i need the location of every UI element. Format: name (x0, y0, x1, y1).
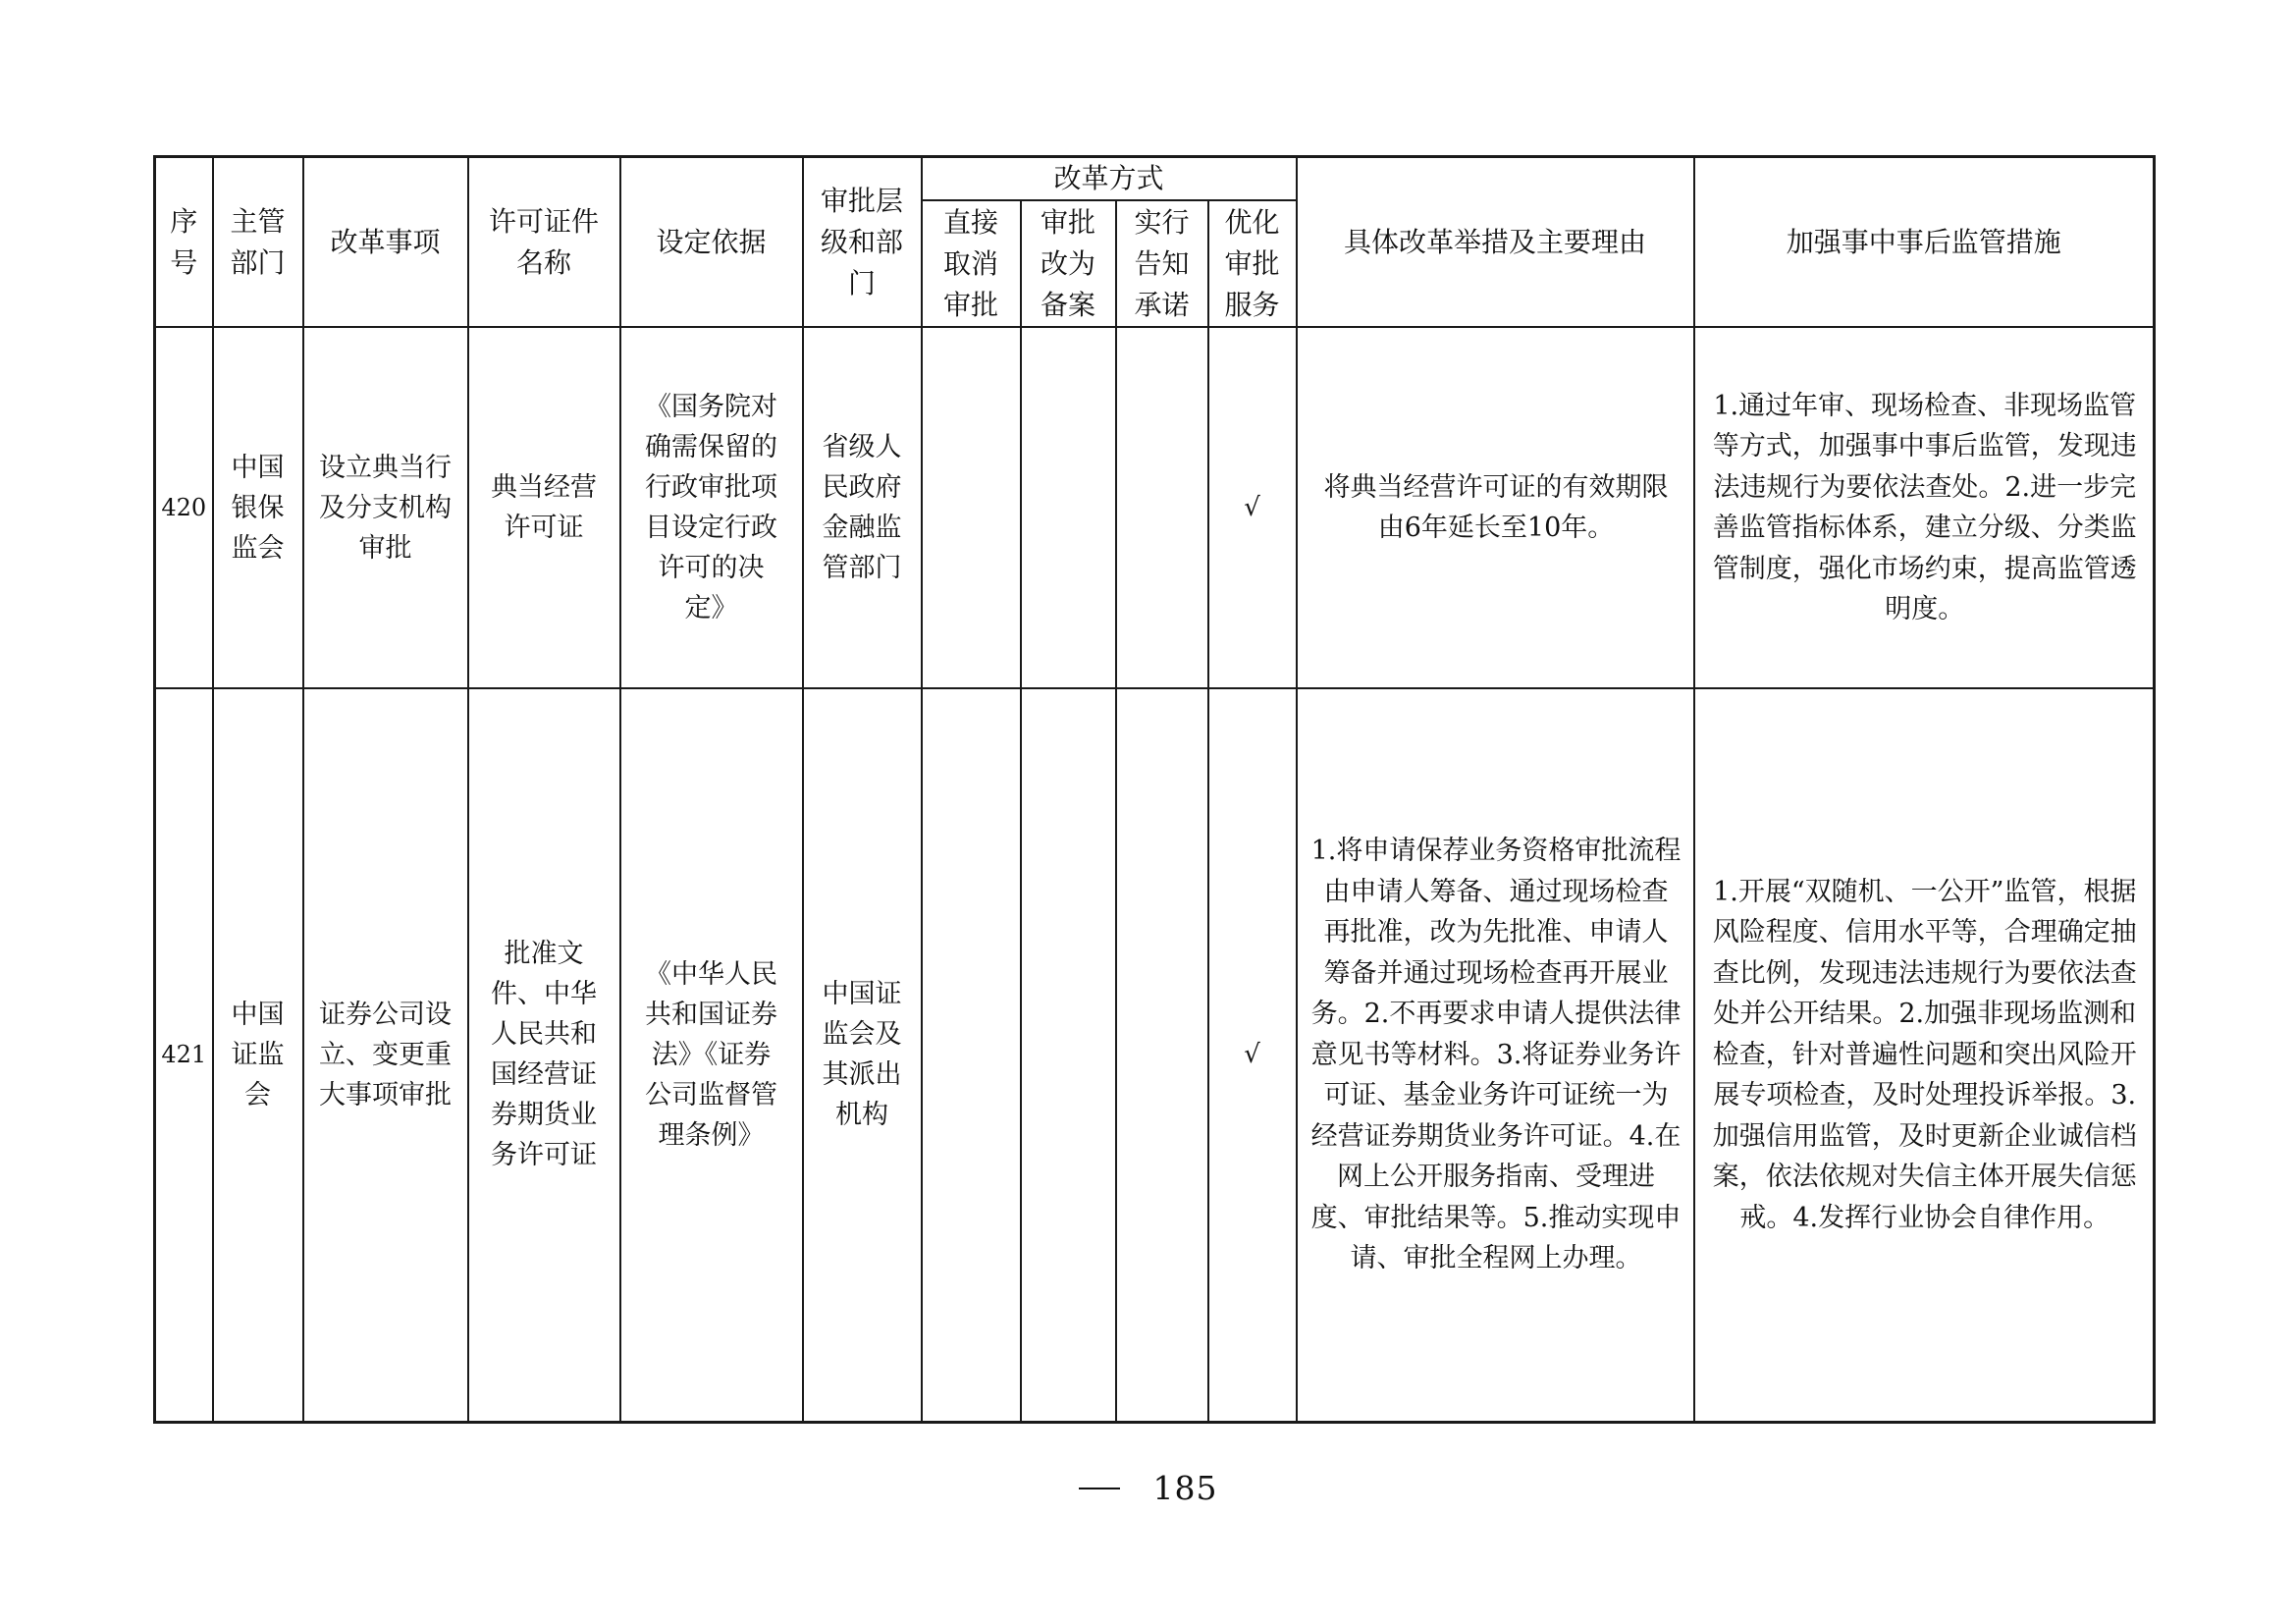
row-measures: 将典当经营许可证的有效期限由6年延长至10年。 (1297, 327, 1694, 688)
row-supervision: 1.通过年审、现场检查、非现场监管等方式，加强事中事后监管，发现违法违规行为要依法查处。2.进一步完善监管指标体系，建立分级、分类监管制度，强化市场约束，提高监管透明度。 (1694, 327, 2155, 688)
table-row (155, 327, 2155, 688)
page-number-value: 185 (1152, 1469, 1218, 1507)
header-mode-group: 改革方式 (922, 157, 1297, 201)
row-mode-optimize: √ (1208, 327, 1297, 688)
row-level: 中国证监会及其派出机构 (803, 688, 922, 1422)
header-mode-record: 审批改为备案 (1021, 200, 1116, 327)
page-number (0, 1469, 2296, 1507)
header-mode-optimize: 优化审批服务 (1208, 200, 1297, 327)
row-supervision: 1.开展“双随机、一公开”监管，根据风险程度、信用水平等，合理确定抽查比例，发现违法违规行为要依法查处并公开结果。2.加强非现场监测和检查，针对普遍性问题和突出风险开展专项检查，及时处理投诉举报。3.加强信用监管，及时更新企业诚信档案，依法依规对失信主体开展失信惩戒。4.发挥行业协会自律作用。 (1694, 688, 2155, 1422)
header-supervision: 加强事中事后监管措施 (1694, 157, 2155, 328)
row-dept: 中国证监会 (213, 688, 303, 1422)
row-license: 典当经营许可证 (468, 327, 620, 688)
row-mode-record (1021, 327, 1116, 688)
reform-table (153, 155, 2156, 1424)
row-mode-cancel (922, 688, 1021, 1422)
row-mode-optimize: √ (1208, 688, 1297, 1422)
row-mode-cancel (922, 327, 1021, 688)
header-license: 许可证件名称 (468, 157, 620, 328)
table-row (155, 688, 2155, 1422)
row-seq: 420 (155, 327, 213, 688)
header-dept: 主管部门 (213, 157, 303, 328)
row-license: 批准文件、中华人民共和国经营证券期货业务许可证 (468, 688, 620, 1422)
header-basis: 设定依据 (620, 157, 803, 328)
header-level: 审批层级和部门 (803, 157, 922, 328)
row-mode-notify (1116, 688, 1208, 1422)
header-seq: 序号 (155, 157, 213, 328)
row-level: 省级人民政府金融监管部门 (803, 327, 922, 688)
header-item: 改革事项 (303, 157, 468, 328)
row-basis: 《中华人民共和国证券法》《证券公司监督管理条例》 (620, 688, 803, 1422)
header-measures: 具体改革举措及主要理由 (1297, 157, 1694, 328)
row-measures: 1.将申请保荐业务资格审批流程由申请人筹备、通过现场检查再批准，改为先批准、申请人筹备并通过现场检查再开展业务。2.不再要求申请人提供法律意见书等材料。3.将证券业务许可证、基金业务许可证统一为经营证券期货业务许可证。4.在网上公开服务指南、受理进度、审批结果等。5.推动实现申请、审批全程网上办理。 (1297, 688, 1694, 1422)
row-mode-record (1021, 688, 1116, 1422)
page-number-dash (1079, 1488, 1120, 1489)
row-dept: 中国银保监会 (213, 327, 303, 688)
row-seq: 421 (155, 688, 213, 1422)
row-mode-notify (1116, 327, 1208, 688)
header-mode-cancel: 直接取消审批 (922, 200, 1021, 327)
row-basis: 《国务院对确需保留的行政审批项目设定行政许可的决定》 (620, 327, 803, 688)
row-item: 证券公司设立、变更重大事项审批 (303, 688, 468, 1422)
row-item: 设立典当行及分支机构审批 (303, 327, 468, 688)
header-mode-notify: 实行告知承诺 (1116, 200, 1208, 327)
